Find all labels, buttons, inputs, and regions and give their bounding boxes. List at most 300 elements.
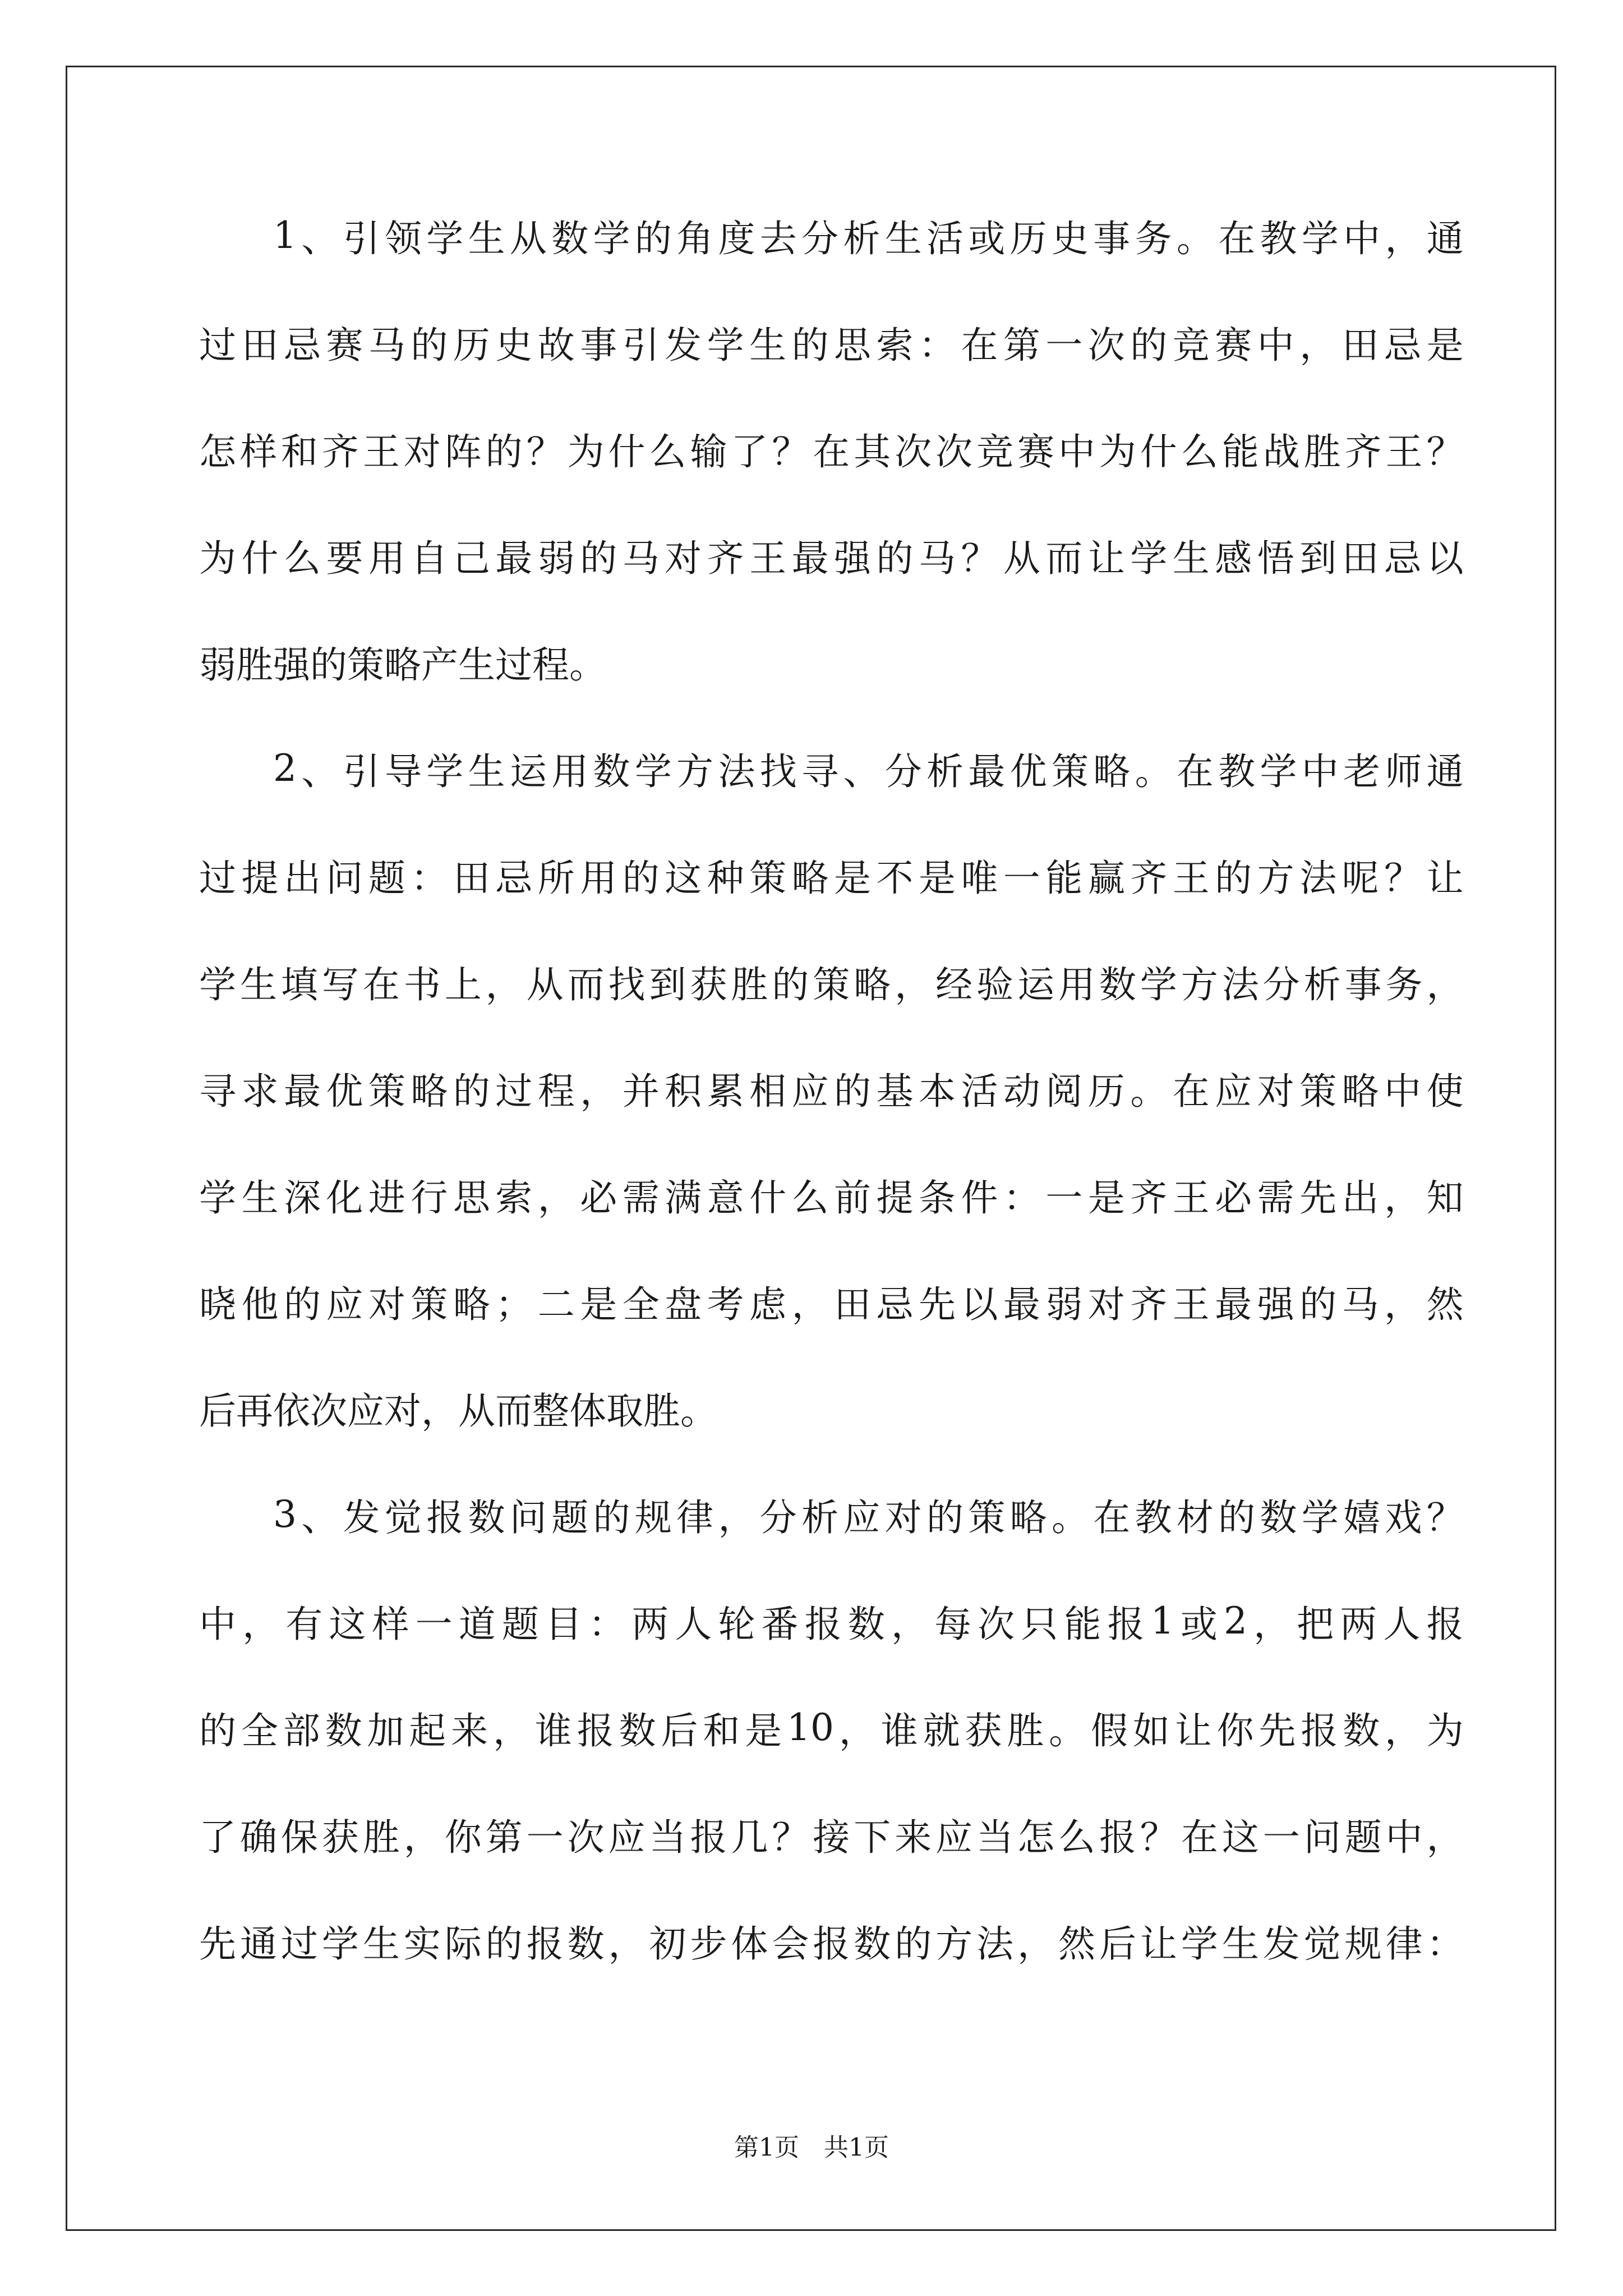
text-glyph: 际 (444, 1922, 482, 1966)
text-glyph: ， (718, 1496, 755, 1539)
text-glyph: 的 (1299, 1282, 1337, 1326)
text-glyph: 法 (976, 1922, 1014, 1966)
text-glyph: 思 (834, 323, 872, 367)
text-glyph: 起 (409, 1709, 446, 1752)
text-glyph: 、 (301, 1496, 339, 1539)
text-glyph: 知 (1426, 1176, 1464, 1220)
text-glyph: 数 (325, 1709, 362, 1752)
text-glyph: 报 (1107, 1602, 1145, 1646)
text-glyph: 战 (1262, 430, 1300, 473)
text-glyph: ； (495, 1282, 533, 1326)
text-glyph: 样 (239, 430, 277, 473)
text-glyph: 经 (935, 963, 973, 1006)
text-glyph: 略 (854, 963, 891, 1006)
text-glyph: 么 (1058, 1815, 1096, 1859)
text-glyph: 略 (1093, 749, 1131, 793)
text-glyph: 、 (301, 217, 339, 260)
text-glyph: 上 (444, 963, 482, 1006)
text-glyph: 再 (236, 1389, 273, 1433)
text-glyph: ？ (1384, 856, 1422, 900)
text-glyph: 忌 (876, 1282, 914, 1326)
text-glyph: 对 (665, 536, 702, 580)
text-glyph: 学 (1301, 217, 1339, 260)
text-glyph: 的 (1130, 323, 1168, 367)
text-glyph: 报 (577, 1709, 614, 1752)
text-glyph: 策 (347, 643, 384, 687)
text-glyph: 教 (1260, 217, 1297, 260)
text-glyph: 策 (411, 1282, 448, 1326)
paragraph-3-line-1 (199, 1488, 1464, 1540)
text-glyph: 的 (199, 1709, 236, 1752)
text-glyph: 而 (495, 1389, 532, 1433)
text-glyph: 的 (580, 536, 617, 580)
text-glyph: 数 (847, 1602, 885, 1646)
text-glyph: 律 (676, 1496, 714, 1539)
text-glyph: 王 (1385, 430, 1423, 473)
text-glyph: ， (838, 1709, 876, 1752)
text-glyph: 怎 (1017, 1815, 1055, 1859)
text-glyph: ： (1003, 1176, 1040, 1220)
text-glyph: 的 (411, 323, 448, 367)
text-glyph: 1 (1150, 1599, 1174, 1642)
text-glyph: 是 (580, 1282, 617, 1326)
text-glyph: 王 (1172, 1282, 1210, 1326)
text-glyph: 引 (343, 217, 380, 260)
text-glyph: 满 (665, 1176, 702, 1220)
text-glyph: 的 (634, 217, 672, 260)
text-glyph: 一 (415, 1602, 453, 1646)
text-glyph: 略 (384, 643, 421, 687)
text-glyph: 程 (532, 643, 569, 687)
text-glyph: ？ (526, 430, 564, 473)
text-glyph: 在 (813, 430, 850, 473)
text-glyph: 的 (283, 1282, 321, 1326)
text-glyph: 人 (675, 1602, 712, 1646)
text-glyph: 产 (421, 643, 458, 687)
paragraph-2-line-7 (199, 1381, 1464, 1434)
text-glyph: 获 (690, 963, 727, 1006)
text-glyph: 所 (537, 856, 575, 900)
text-glyph: 获 (321, 1815, 359, 1859)
text-glyph: 中 (1385, 1815, 1423, 1859)
text-glyph: 齐 (1130, 856, 1168, 900)
text-glyph: 学 (199, 963, 236, 1006)
text-glyph: 对 (1257, 1069, 1294, 1113)
page-footer: 第1页 共1页 (734, 2133, 889, 2162)
text-glyph: 行 (411, 1176, 448, 1220)
paragraph-2-line-4 (199, 1061, 1464, 1114)
text-glyph: 、 (301, 749, 339, 793)
text-glyph: 找 (759, 749, 797, 793)
text-glyph: 数 (1099, 963, 1136, 1006)
text-glyph: 考 (707, 1282, 744, 1326)
text-glyph: 学 (1130, 536, 1168, 580)
text-glyph: 件 (961, 1176, 998, 1220)
text-glyph: 胜 (236, 643, 273, 687)
text-glyph: 填 (280, 963, 318, 1006)
paragraph-3-line-5 (199, 1914, 1464, 1967)
text-glyph: 动 (1003, 1069, 1040, 1113)
text-glyph: 王 (749, 536, 787, 580)
text-glyph: ： (588, 1602, 626, 1646)
paragraph-1-line-3 (199, 422, 1464, 475)
text-glyph: 。 (1176, 217, 1214, 260)
text-glyph: 而 (1045, 536, 1083, 580)
text-glyph: 一 (1045, 1176, 1083, 1220)
text-glyph: ， (421, 1389, 458, 1433)
text-glyph: 生 (1221, 1922, 1259, 1966)
text-glyph: 史 (1051, 217, 1089, 260)
text-glyph: 析 (926, 749, 963, 793)
text-glyph: 什 (749, 1176, 787, 1220)
text-glyph: 么 (791, 1176, 829, 1220)
text-glyph: 分 (1262, 963, 1300, 1006)
text-glyph: 数 (854, 1922, 891, 1966)
text-glyph: 和 (280, 430, 318, 473)
text-glyph: 的 (926, 1496, 963, 1539)
text-glyph: 怎 (199, 430, 236, 473)
text-glyph: 胜 (731, 963, 768, 1006)
text-glyph: 一 (526, 1815, 564, 1859)
text-glyph: 数 (1343, 1709, 1380, 1752)
text-glyph: 胜 (643, 1389, 680, 1433)
text-glyph: 次 (1087, 323, 1125, 367)
text-glyph: 方 (935, 1922, 973, 1966)
text-glyph: 问 (509, 1496, 547, 1539)
text-glyph: 学 (1140, 963, 1177, 1006)
text-glyph: 在 (1181, 1815, 1218, 1859)
text-glyph: 不 (876, 856, 914, 900)
text-glyph: 嬉 (1343, 1496, 1381, 1539)
document-body (199, 209, 1464, 2021)
text-glyph: 对 (384, 1389, 421, 1433)
text-glyph: ？ (772, 430, 809, 473)
text-glyph: 引 (343, 749, 380, 793)
text-glyph: 是 (1087, 1176, 1125, 1220)
text-glyph: 生 (1172, 536, 1210, 580)
paragraph-2-line-3 (199, 955, 1464, 1007)
text-glyph: 马 (1341, 1282, 1379, 1326)
text-glyph: 为 (199, 536, 236, 580)
text-glyph: 生 (749, 323, 787, 367)
text-glyph: 输 (690, 430, 727, 473)
text-glyph: 策 (1299, 1069, 1337, 1113)
text-glyph: 方 (1257, 856, 1294, 900)
text-glyph: 中 (199, 1602, 236, 1646)
text-glyph: 策 (813, 963, 850, 1006)
text-glyph: 在 (1218, 217, 1256, 260)
text-glyph: 有 (285, 1602, 323, 1646)
text-glyph: 思 (453, 1176, 490, 1220)
text-glyph: 。 (680, 1389, 717, 1433)
text-glyph: 的 (1215, 856, 1252, 900)
text-glyph: 部 (283, 1709, 320, 1752)
text-glyph: 引 (622, 323, 660, 367)
text-glyph: 中 (1257, 323, 1294, 367)
text-glyph: 忌 (1384, 323, 1422, 367)
text-glyph: 写 (321, 963, 359, 1006)
text-glyph: 法 (1221, 963, 1259, 1006)
text-glyph: 次 (567, 1815, 605, 1859)
text-glyph: 忌 (495, 856, 533, 900)
text-glyph: 略 (791, 856, 829, 900)
text-glyph: 以 (1426, 536, 1464, 580)
text-glyph: 中 (1058, 430, 1096, 473)
text-glyph: 步 (690, 1922, 727, 1966)
text-glyph: 会 (772, 1922, 809, 1966)
text-glyph: ？ (1426, 1496, 1464, 1539)
text-glyph: 为 (1099, 430, 1136, 473)
text-glyph: 条 (918, 1176, 956, 1220)
text-glyph: 题 (501, 1602, 539, 1646)
text-glyph: 学 (707, 323, 744, 367)
text-glyph: ， (242, 1602, 280, 1646)
paragraph-3-line-4 (199, 1807, 1464, 1860)
text-glyph: 忌 (1384, 536, 1422, 580)
text-glyph: 优 (1009, 749, 1047, 793)
text-glyph: 学 (634, 749, 672, 793)
text-glyph: 在 (1176, 749, 1214, 793)
text-glyph: 第 (1003, 323, 1040, 367)
text-glyph: 胜 (1007, 1709, 1044, 1752)
text-glyph: 为 (1426, 1709, 1464, 1752)
text-glyph: 么 (283, 536, 321, 580)
text-glyph: 验 (976, 963, 1014, 1006)
text-glyph: ， (580, 1069, 617, 1113)
text-glyph: 报 (1426, 1602, 1464, 1646)
text-glyph: 马 (622, 536, 660, 580)
text-glyph: 应 (326, 1282, 363, 1326)
text-glyph: 分 (884, 749, 922, 793)
text-glyph: 下 (854, 1815, 891, 1859)
text-glyph: 次 (310, 1389, 347, 1433)
text-glyph: 略 (411, 1069, 448, 1113)
text-glyph: 应 (347, 1389, 384, 1433)
text-glyph: 加 (367, 1709, 404, 1752)
text-glyph: ， (1384, 1282, 1422, 1326)
text-glyph: 略 (1341, 1069, 1379, 1113)
text-glyph: 强 (834, 536, 872, 580)
text-glyph: 王 (1172, 856, 1210, 900)
text-glyph: 忌 (283, 323, 321, 367)
text-glyph: 么 (649, 430, 686, 473)
text-glyph: 的 (791, 323, 829, 367)
text-glyph: ， (895, 963, 932, 1006)
text-glyph: 报 (1099, 1815, 1136, 1859)
text-glyph: 的 (834, 1069, 872, 1113)
text-glyph: 齐 (1130, 1282, 1168, 1326)
text-glyph: 获 (965, 1709, 1002, 1752)
text-glyph: 师 (1385, 749, 1422, 793)
text-glyph: 学 (426, 749, 464, 793)
text-glyph: 策 (968, 1496, 1006, 1539)
text-glyph: 从 (1003, 536, 1040, 580)
text-glyph: 略 (1009, 1496, 1047, 1539)
text-glyph: 要 (326, 536, 363, 580)
text-glyph: 教 (1218, 749, 1256, 793)
text-glyph: 事 (1344, 963, 1382, 1006)
text-glyph: 强 (1257, 1282, 1294, 1326)
text-glyph: 道 (458, 1602, 496, 1646)
text-glyph: 对 (368, 1282, 405, 1326)
text-glyph: 齐 (1130, 1176, 1168, 1220)
text-glyph: 以 (961, 1282, 998, 1326)
text-glyph: 、 (843, 749, 880, 793)
text-glyph: 应 (935, 1815, 973, 1859)
text-glyph: 问 (1303, 1815, 1341, 1859)
text-glyph: 学 (199, 1176, 236, 1220)
text-glyph: 是 (918, 856, 956, 900)
text-glyph: 种 (707, 856, 744, 900)
text-glyph: 3 (273, 1492, 297, 1536)
text-glyph: 己 (453, 536, 490, 580)
text-glyph: 假 (1091, 1709, 1128, 1752)
text-glyph: 什 (608, 430, 645, 473)
text-glyph: 运 (1017, 963, 1055, 1006)
text-glyph: 使 (1426, 1069, 1464, 1113)
text-glyph: 法 (718, 749, 755, 793)
text-glyph: ， (1385, 1709, 1422, 1752)
text-glyph: ， (1017, 1922, 1055, 1966)
text-glyph: ？ (772, 1815, 809, 1859)
text-glyph: 让 (1426, 856, 1464, 900)
text-glyph: ， (791, 1282, 829, 1326)
text-glyph: 一 (1045, 323, 1083, 367)
text-glyph: 。 (1130, 1069, 1168, 1113)
text-glyph: 用 (368, 536, 405, 580)
text-glyph: 10 (787, 1705, 834, 1749)
text-glyph: 先 (918, 1282, 956, 1326)
text-glyph: 对 (884, 1496, 922, 1539)
text-glyph: ， (1426, 963, 1464, 1006)
text-glyph: 题 (551, 1496, 589, 1539)
text-glyph: ： (1426, 1922, 1464, 1966)
text-glyph: 而 (567, 963, 605, 1006)
text-glyph: 用 (1058, 963, 1096, 1006)
text-glyph: 规 (634, 1496, 672, 1539)
text-glyph: 通 (239, 1922, 277, 1966)
text-glyph: 从 (526, 963, 564, 1006)
text-glyph: 生 (468, 749, 505, 793)
text-glyph: 当 (976, 1815, 1014, 1859)
text-glyph: 谁 (880, 1709, 918, 1752)
text-glyph: 的 (310, 643, 347, 687)
text-glyph: 导 (384, 749, 422, 793)
text-glyph: 对 (1087, 1282, 1125, 1326)
text-glyph: 律 (1385, 1922, 1423, 1966)
text-glyph: 到 (1299, 536, 1337, 580)
text-glyph: 马 (368, 323, 405, 367)
text-glyph: 学 (321, 1922, 359, 1966)
text-glyph: 提 (241, 856, 279, 900)
text-glyph: 最 (1215, 1282, 1252, 1326)
text-glyph: 累 (707, 1069, 744, 1113)
text-glyph: 在 (1093, 1496, 1131, 1539)
text-glyph: 让 (1087, 536, 1125, 580)
text-glyph: ， (1384, 1176, 1422, 1220)
text-glyph: 对 (403, 430, 441, 473)
text-glyph: 从 (458, 1389, 495, 1433)
text-glyph: 的 (876, 536, 914, 580)
text-glyph: 阅 (1045, 1069, 1083, 1113)
text-glyph: 用 (551, 749, 589, 793)
text-glyph: 是 (1426, 323, 1464, 367)
text-glyph: 过 (495, 643, 532, 687)
text-glyph: 接 (813, 1815, 850, 1859)
paragraph-2-line-1 (199, 742, 1464, 794)
text-glyph: 事 (1093, 217, 1131, 260)
text-glyph: 生 (241, 1176, 279, 1220)
text-glyph: 把 (1297, 1602, 1334, 1646)
text-glyph: ： (918, 323, 956, 367)
text-glyph: 历 (1087, 1069, 1125, 1113)
text-glyph: 寻 (199, 1069, 236, 1113)
text-glyph: 呢 (1341, 856, 1379, 900)
text-glyph: 实 (403, 1922, 441, 1966)
text-glyph: 数 (1260, 1496, 1297, 1539)
text-glyph: 王 (362, 430, 400, 473)
text-glyph: 悟 (1257, 536, 1294, 580)
text-glyph: ， (403, 1815, 441, 1859)
text-glyph: 齐 (321, 430, 359, 473)
text-glyph: 或 (968, 217, 1006, 260)
text-glyph: 寻 (801, 749, 839, 793)
text-glyph: 析 (843, 217, 880, 260)
text-glyph: 胜 (1303, 430, 1341, 473)
text-glyph: 出 (283, 856, 321, 900)
text-glyph: 析 (1303, 963, 1341, 1006)
text-glyph: 报 (526, 1922, 564, 1966)
text-glyph: 中 (1343, 217, 1381, 260)
text-glyph: 的 (895, 1922, 932, 1966)
text-glyph: 么 (1181, 430, 1218, 473)
text-glyph: 全 (622, 1282, 660, 1326)
text-glyph: ： (411, 856, 448, 900)
text-glyph: 弱 (199, 643, 236, 687)
text-glyph: 赛 (1017, 430, 1055, 473)
text-glyph: 中 (1384, 1069, 1422, 1113)
text-glyph: 赛 (1215, 323, 1252, 367)
text-glyph: 出 (1341, 1176, 1379, 1220)
text-glyph: 只 (1021, 1602, 1058, 1646)
text-glyph: 略 (453, 1282, 490, 1326)
text-glyph: 材 (1176, 1496, 1214, 1539)
text-glyph: 事 (580, 323, 617, 367)
text-glyph: 最 (283, 1069, 321, 1113)
text-glyph: 。 (1135, 749, 1172, 793)
text-glyph: 在 (961, 323, 998, 367)
text-glyph: 能 (1221, 430, 1259, 473)
text-glyph: 法 (1299, 856, 1337, 900)
text-glyph: 需 (1257, 1176, 1294, 1220)
text-glyph: 活 (926, 217, 963, 260)
paragraph-1-line-4 (199, 528, 1464, 581)
text-glyph: 一 (1003, 856, 1040, 900)
text-glyph: 唯 (961, 856, 998, 900)
text-glyph: 是 (745, 1709, 782, 1752)
text-glyph: 意 (707, 1176, 744, 1220)
text-glyph: ， (1299, 323, 1337, 367)
text-glyph: 番 (761, 1602, 799, 1646)
text-glyph: 然 (1058, 1922, 1096, 1966)
text-glyph: 并 (622, 1069, 660, 1113)
text-glyph: 人 (1383, 1602, 1421, 1646)
text-glyph: 应 (1215, 1069, 1252, 1113)
text-glyph: 保 (280, 1815, 318, 1859)
text-glyph: 角 (676, 217, 714, 260)
paragraph-1-line-2 (199, 315, 1464, 368)
text-glyph: 竞 (1172, 323, 1210, 367)
